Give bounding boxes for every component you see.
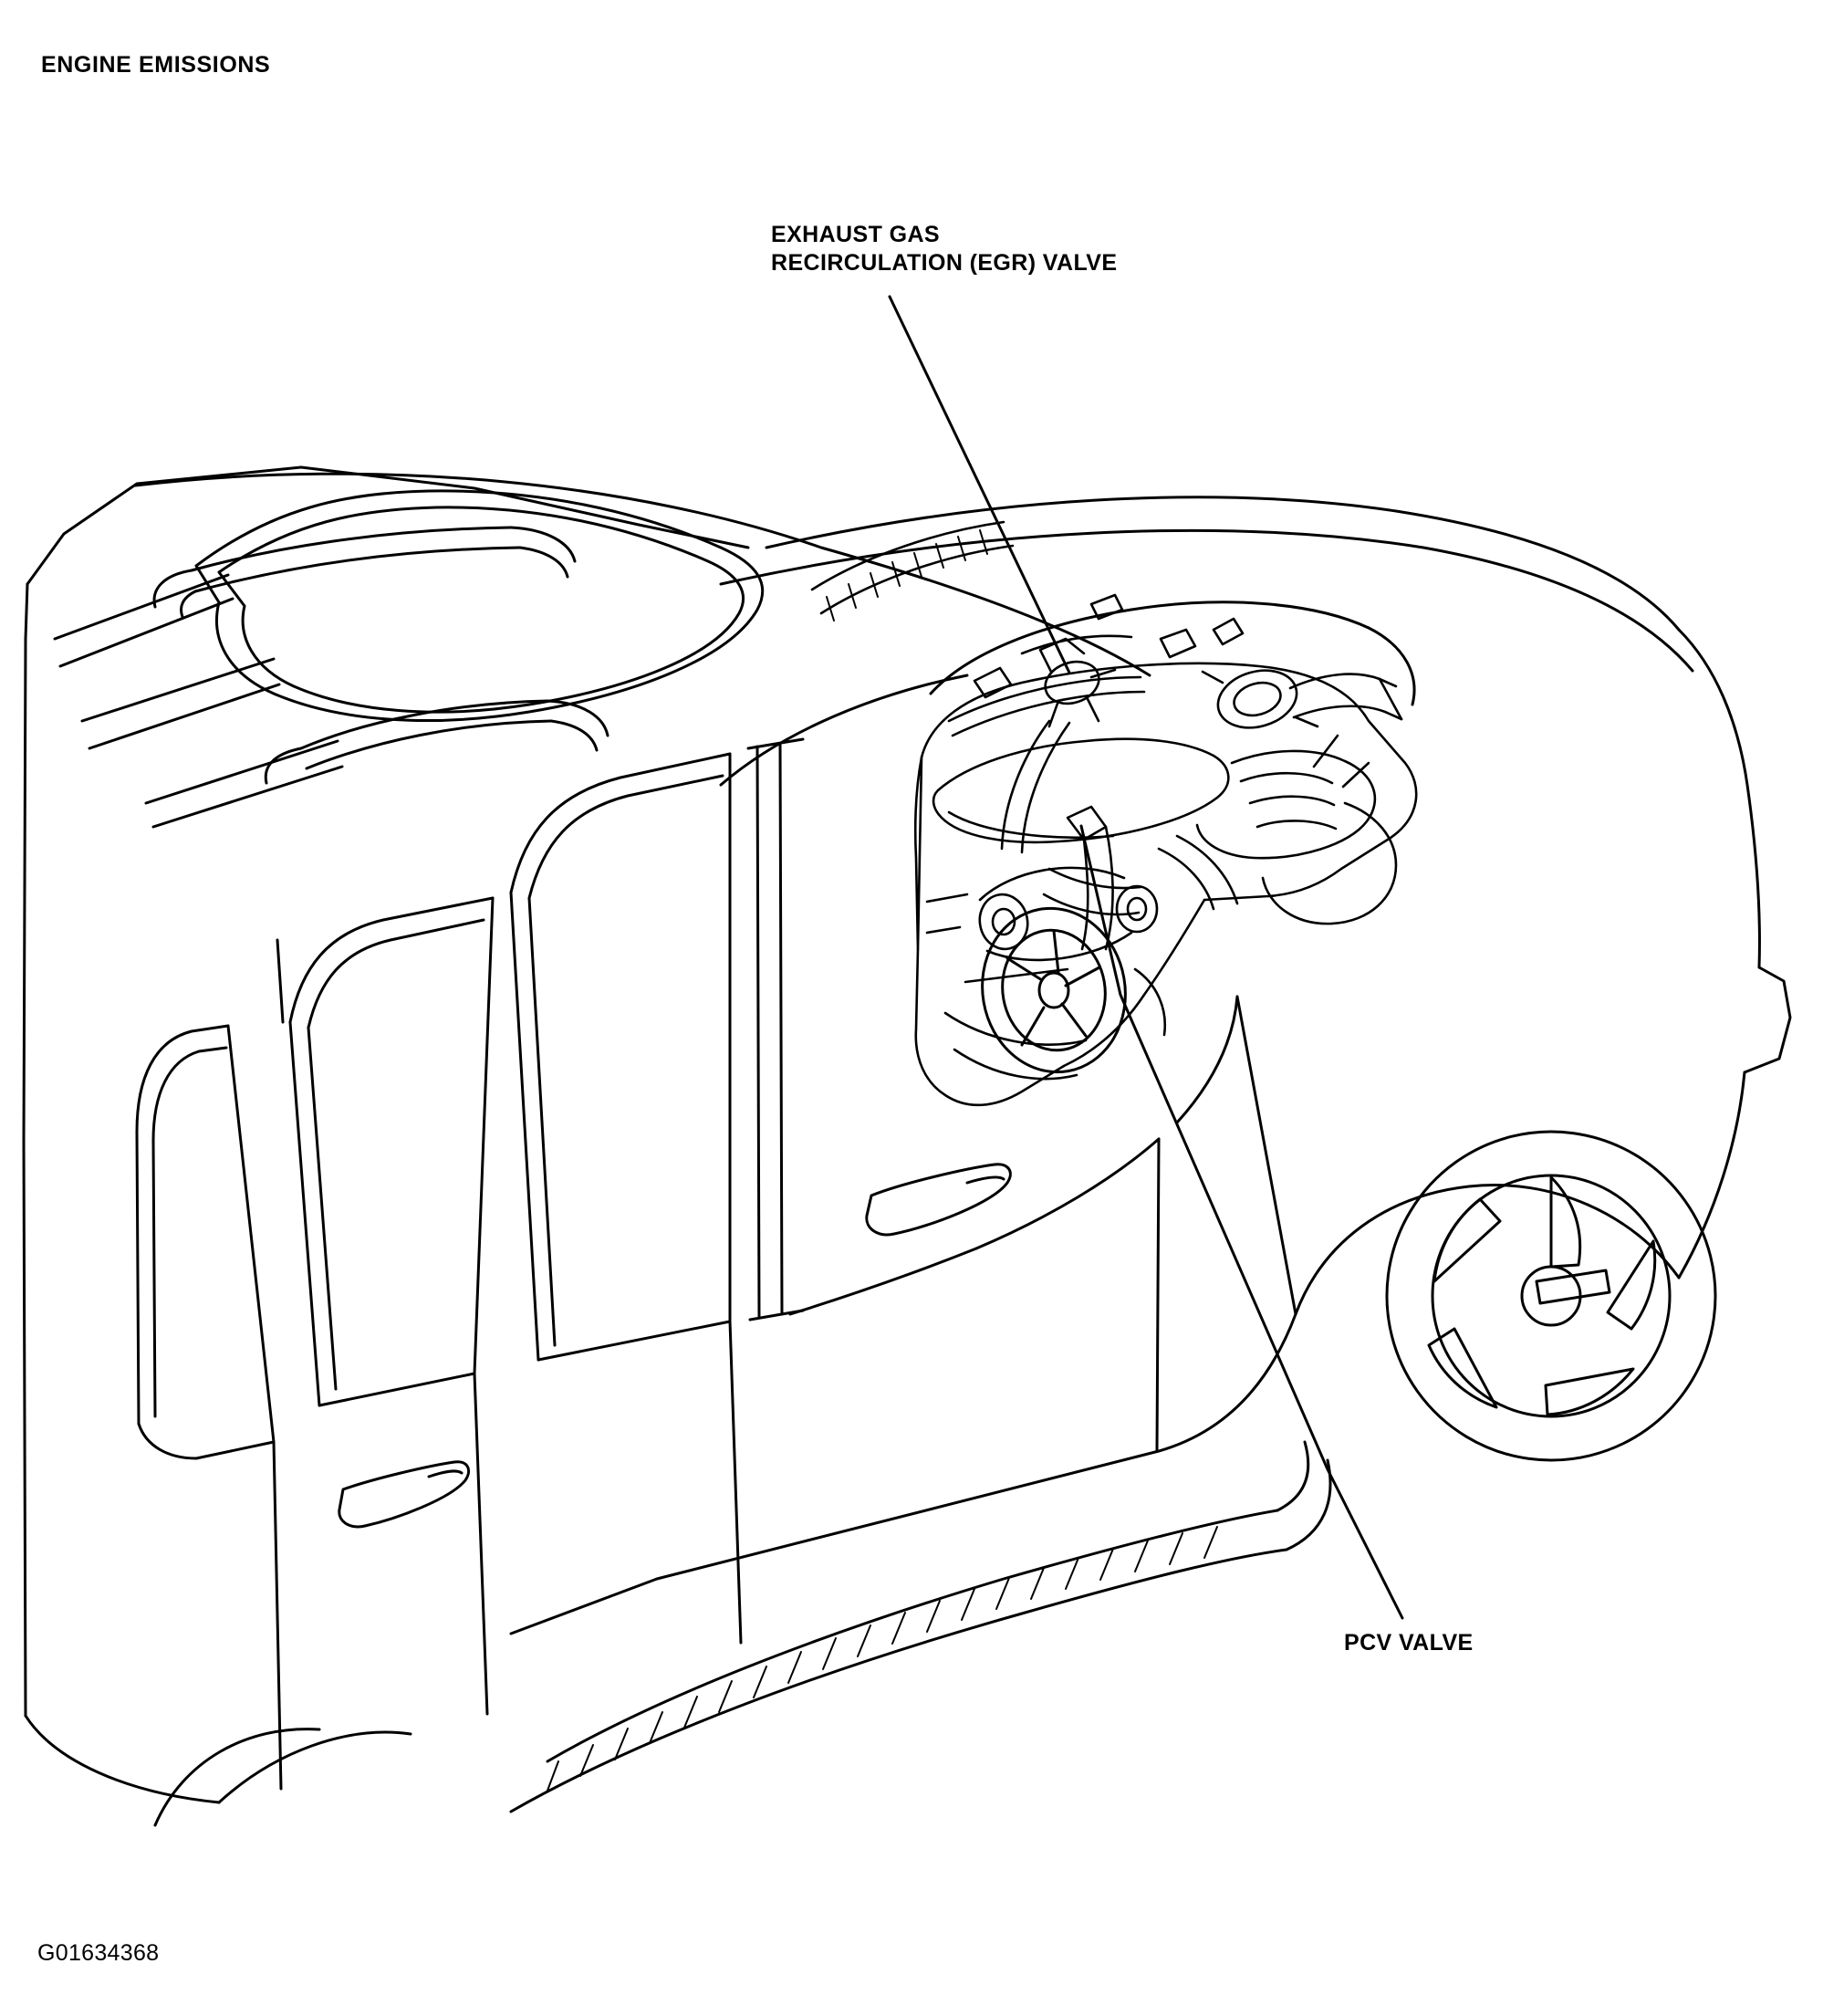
callout-pcv-line1: PCV VALVE [1344, 1630, 1474, 1656]
engine-bay-opening [931, 602, 1414, 705]
figure-id: G01634368 [37, 1940, 160, 1966]
egr-valve-part [1040, 639, 1115, 726]
front-wheel [1352, 1097, 1750, 1495]
rear-wheel [970, 897, 1139, 1083]
callout-pcv-valve [1344, 1629, 1474, 1657]
body-panel-lines [274, 940, 1296, 1789]
window-glass [137, 675, 967, 1458]
engine-assembly [812, 522, 1416, 1105]
leader-line-pcv [1081, 826, 1402, 1618]
pcv-valve-part [1068, 807, 1113, 949]
roof-detail [55, 491, 763, 827]
page-title: ENGINE EMISSIONS [41, 52, 271, 78]
vehicle-body-outline [24, 467, 1790, 1825]
callout-egr-valve [771, 221, 1117, 277]
callout-egr-line1: EXHAUST GAS [771, 222, 940, 247]
leader-line-egr [890, 297, 1069, 673]
callout-egr-line2: RECIRCULATION (EGR) VALVE [771, 249, 1118, 276]
